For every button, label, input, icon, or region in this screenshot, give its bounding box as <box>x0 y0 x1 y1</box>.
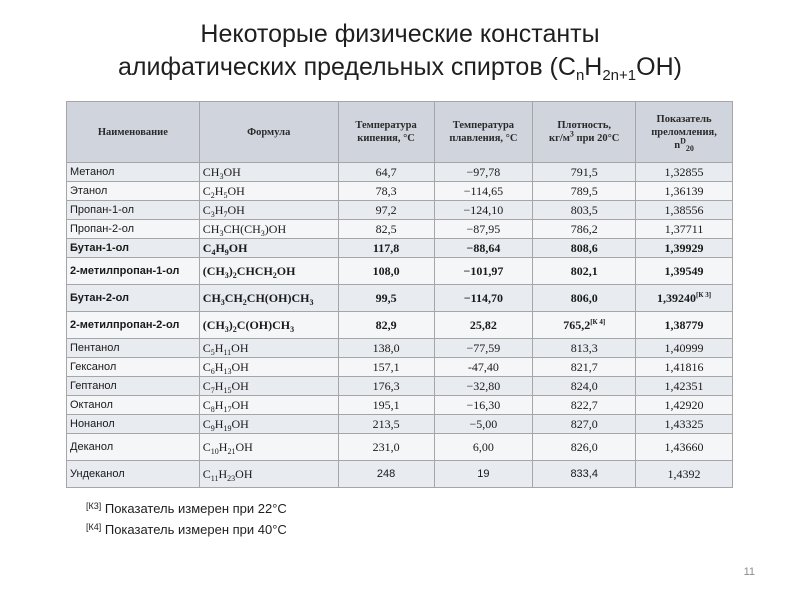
refractive-index-value: 1,38779 <box>664 317 704 332</box>
cell-refractive-index <box>636 258 733 285</box>
table-row <box>67 182 733 201</box>
formula-part: H <box>214 416 224 431</box>
refractive-index-value: 1,41816 <box>664 359 704 374</box>
formula-part: C <box>202 397 211 412</box>
cell-boiling-point: 117,8 <box>338 239 434 258</box>
formula-subscript: 8 <box>210 404 215 414</box>
formula-subscript: 3 <box>290 324 295 334</box>
cell-name: Гексанол <box>67 358 200 377</box>
density-value: 791,5 <box>570 164 598 179</box>
formula-subscript: 15 <box>223 385 232 395</box>
refractive-index-value: 1,36139 <box>664 183 704 198</box>
cell-boiling-point: 138,0 <box>338 339 434 358</box>
cell-melting-point: −101,97 <box>434 258 533 285</box>
cell-refractive-index <box>636 415 733 434</box>
formula-subscript: 11 <box>223 347 232 357</box>
formula-subscript: 5 <box>223 190 228 200</box>
cell-boiling-point: 64,7 <box>338 163 434 182</box>
table-header-row <box>67 102 733 163</box>
refractive-index-value: 1,38556 <box>664 202 704 217</box>
cell-formula <box>199 434 338 461</box>
cell-formula <box>199 358 338 377</box>
cell-name: Бутан-2-ол <box>67 285 200 312</box>
cell-refractive-index <box>636 339 733 358</box>
cell-boiling-point: 97,2 <box>338 201 434 220</box>
formula-part: H <box>215 240 225 255</box>
cell-boiling-point: 176,3 <box>338 377 434 396</box>
cell-boiling-point: 231,0 <box>338 434 434 461</box>
footnote-k3-text: Показатель измерен при 22°C <box>101 501 287 516</box>
cell-density <box>533 220 636 239</box>
table-row <box>67 434 733 461</box>
cell-melting-point: −124,10 <box>434 201 533 220</box>
cell-melting-point: −16,30 <box>434 396 533 415</box>
cell-name: Ундеканол <box>67 461 200 488</box>
title-line-2 <box>0 51 800 84</box>
footnote-k3-mark: [К3] <box>86 501 102 511</box>
table-row <box>67 358 733 377</box>
formula-subscript: 3 <box>224 324 229 334</box>
density-value: 826,0 <box>570 439 598 454</box>
formula-part: H <box>214 183 224 198</box>
cell-melting-point: −87,95 <box>434 220 533 239</box>
table-row <box>67 461 733 488</box>
formula-part: H <box>214 378 224 393</box>
density-value: 786,2 <box>570 221 598 236</box>
formula-part: H <box>214 359 224 374</box>
cell-refractive-index <box>636 201 733 220</box>
formula-subscript: 4 <box>211 247 216 257</box>
cell-refractive-index <box>636 312 733 339</box>
footnote-k4-mark: [К4] <box>86 522 102 532</box>
cell-melting-point: −5,00 <box>434 415 533 434</box>
cell-name: 2-метилпропан-2-ол <box>67 312 200 339</box>
cell-melting-point: 25,82 <box>434 312 533 339</box>
formula-part: C(OH)CH <box>236 317 291 332</box>
formula-part: C <box>202 439 211 454</box>
cell-melting-point: −77,59 <box>434 339 533 358</box>
refractive-index-footnote-ref: [К 3] <box>696 290 712 299</box>
density-value: 821,7 <box>570 359 598 374</box>
formula-subscript: 2 <box>232 324 237 334</box>
header-refractive-index: Показатель преломления, $n^D_{20}$ <box>636 102 733 163</box>
cell-formula <box>199 239 338 258</box>
formula-subscript: 3 <box>260 228 265 238</box>
cell-formula <box>199 396 338 415</box>
formula-part: CH <box>224 290 243 305</box>
cell-melting-point: −32,80 <box>434 377 533 396</box>
formula-part: )OH <box>264 221 287 236</box>
table-row <box>67 239 733 258</box>
cell-boiling-point: 82,5 <box>338 220 434 239</box>
cell-density <box>533 239 636 258</box>
cell-density <box>533 182 636 201</box>
header-formula: Формула <box>199 102 338 163</box>
formula-subscript: 19 <box>223 423 232 433</box>
cell-density <box>533 312 636 339</box>
cell-melting-point: −114,70 <box>434 285 533 312</box>
density-value: 803,5 <box>570 202 598 217</box>
refractive-index-value: 1,39240 <box>657 290 697 305</box>
cell-formula <box>199 258 338 285</box>
formula-part: OH <box>235 466 253 481</box>
formula-subscript: 11 <box>210 473 219 483</box>
cell-name: 2-метилпропан-1-ол <box>67 258 200 285</box>
formula-part: CH(OH)CH <box>246 290 310 305</box>
cell-density <box>533 396 636 415</box>
table-row <box>67 377 733 396</box>
formula-part: OH <box>231 397 249 412</box>
formula-part: H <box>214 397 224 412</box>
formula-part: H <box>214 340 224 355</box>
formula-part: C <box>202 240 212 255</box>
cell-formula <box>199 377 338 396</box>
formula-part: H <box>218 439 228 454</box>
formula-subscript: 10 <box>210 446 219 456</box>
formula-part: C <box>202 416 211 431</box>
cell-melting-point: 6,00 <box>434 434 533 461</box>
cell-melting-point: −114,65 <box>434 182 533 201</box>
formula-part: C <box>202 202 211 217</box>
cell-name: Бутан-1-ол <box>67 239 200 258</box>
footnotes <box>86 497 287 539</box>
cell-density <box>533 258 636 285</box>
formula-part: C <box>202 359 211 374</box>
formula-part: OH <box>235 439 253 454</box>
cell-name: Пропан-1-ол <box>67 201 200 220</box>
cell-boiling-point: 248 <box>338 461 434 488</box>
cell-formula <box>199 415 338 434</box>
density-value: 808,6 <box>570 240 598 255</box>
cell-name: Нонанол <box>67 415 200 434</box>
formula-subscript: 13 <box>223 366 232 376</box>
cell-refractive-index <box>636 220 733 239</box>
formula-part: CH <box>202 164 220 179</box>
density-value: 822,7 <box>570 397 598 412</box>
formula-subscript: 2 <box>210 190 215 200</box>
cell-refractive-index <box>636 358 733 377</box>
cell-formula <box>199 312 338 339</box>
refractive-index-value: 1,43660 <box>664 439 704 454</box>
formula-subscript: 7 <box>223 209 228 219</box>
formula-subscript: 6 <box>210 366 215 376</box>
table-row <box>67 339 733 358</box>
density-value: 789,5 <box>570 183 598 198</box>
cell-boiling-point: 82,9 <box>338 312 434 339</box>
cell-boiling-point: 108,0 <box>338 258 434 285</box>
formula-subscript: 17 <box>223 404 232 414</box>
cell-formula <box>199 339 338 358</box>
cell-density <box>533 434 636 461</box>
formula-part: H <box>214 202 224 217</box>
formula-part: CHCH <box>236 263 273 278</box>
formula-part: (CH <box>202 263 225 278</box>
cell-density <box>533 201 636 220</box>
cell-melting-point: −97,78 <box>434 163 533 182</box>
cell-boiling-point: 78,3 <box>338 182 434 201</box>
formula-subscript: 3 <box>219 171 224 181</box>
cell-melting-point: -47,40 <box>434 358 533 377</box>
formula-subscript: 2 <box>232 270 237 280</box>
footnote-k4 <box>86 518 287 539</box>
page-number: 11 <box>743 566 755 578</box>
cell-boiling-point: 157,1 <box>338 358 434 377</box>
table-row <box>67 201 733 220</box>
formula-part: OH <box>227 202 245 217</box>
formula-subscript: 2 <box>242 297 247 307</box>
table-row <box>67 258 733 285</box>
cell-name: Пентанол <box>67 339 200 358</box>
refractive-index-value: 1,40999 <box>664 340 704 355</box>
formula-part: CH <box>202 221 220 236</box>
refractive-index-value: 1,42351 <box>664 378 704 393</box>
constants-table <box>66 101 733 488</box>
table-row <box>67 220 733 239</box>
density-value: 813,3 <box>570 340 598 355</box>
formula-part: OH <box>231 378 249 393</box>
formula-part: OH <box>231 416 249 431</box>
title-line-1: Некоторые физические константы <box>200 20 600 48</box>
formula-subscript: 21 <box>227 446 236 456</box>
cell-refractive-index <box>636 163 733 182</box>
footnote-k4-text: Показатель измерен при 40°C <box>101 522 287 537</box>
density-value: 765,2 <box>563 317 591 332</box>
cell-density <box>533 339 636 358</box>
table-row <box>67 312 733 339</box>
density-value: 802,1 <box>570 263 598 278</box>
cell-boiling-point: 99,5 <box>338 285 434 312</box>
density-value: 833,4 <box>570 468 598 480</box>
formula-part: CH(CH <box>223 221 261 236</box>
refractive-index-value: 1,32855 <box>664 164 704 179</box>
cell-formula <box>199 201 338 220</box>
formula-subscript: 3 <box>220 297 225 307</box>
formula-part: C <box>202 466 211 481</box>
formula-subscript: 2 <box>272 270 277 280</box>
formula-part: ) <box>228 263 233 278</box>
refractive-index-value: 1,43325 <box>664 416 704 431</box>
cell-formula <box>199 163 338 182</box>
table-row <box>67 396 733 415</box>
cell-name: Метанол <box>67 163 200 182</box>
header-boiling-point: Температура кипения, °C <box>338 102 434 163</box>
cell-refractive-index <box>636 285 733 312</box>
density-footnote-ref: [К 4] <box>590 317 606 326</box>
header-density: Плотность, $кг/м^3$ при 20°C <box>533 102 636 163</box>
title-suffix: OH) <box>636 53 682 81</box>
title-subscript-n: n <box>575 67 585 84</box>
density-value: 824,0 <box>570 378 598 393</box>
header-melting-point: Температура плавления, °C <box>434 102 533 163</box>
cell-refractive-index <box>636 434 733 461</box>
formula-subscript: 9 <box>224 247 229 257</box>
table-row <box>67 415 733 434</box>
cell-name: Октанол <box>67 396 200 415</box>
cell-density <box>533 285 636 312</box>
formula-subscript: 3 <box>309 297 314 307</box>
formula-subscript: 23 <box>227 473 236 483</box>
formula-part: OH <box>231 359 249 374</box>
density-value: 806,0 <box>570 290 598 305</box>
table-body <box>67 163 733 488</box>
formula-subscript: 3 <box>219 228 224 238</box>
formula-part: OH <box>231 340 249 355</box>
formula-subscript: 5 <box>210 347 215 357</box>
cell-formula <box>199 220 338 239</box>
table-row <box>67 285 733 312</box>
cell-melting-point: 19 <box>434 461 533 488</box>
formula-part: H <box>218 466 228 481</box>
cell-density <box>533 163 636 182</box>
refractive-index-value: 1,39549 <box>664 263 704 278</box>
formula-part: CH <box>202 290 221 305</box>
table-row <box>67 163 733 182</box>
title-line-2-prefix: алифатических предельных спиртов (C <box>118 53 576 81</box>
formula-part: C <box>202 183 211 198</box>
formula-part: C <box>202 378 211 393</box>
formula-part: ) <box>228 317 233 332</box>
cell-melting-point: −88,64 <box>434 239 533 258</box>
formula-part: (CH <box>202 317 225 332</box>
cell-refractive-index <box>636 239 733 258</box>
cell-formula <box>199 285 338 312</box>
formula-subscript: 3 <box>210 209 215 219</box>
refractive-index-value: 1,37711 <box>664 221 704 236</box>
formula-subscript: 3 <box>224 270 229 280</box>
cell-density <box>533 415 636 434</box>
cell-density <box>533 358 636 377</box>
header-name: Наименование <box>67 102 200 163</box>
formula-subscript: 7 <box>210 385 215 395</box>
cell-name: Этанол <box>67 182 200 201</box>
cell-density <box>533 461 636 488</box>
formula-part: OH <box>276 263 296 278</box>
formula-part: OH <box>227 183 245 198</box>
cell-boiling-point: 195,1 <box>338 396 434 415</box>
refractive-index-value: 1,39929 <box>664 240 704 255</box>
formula-part: OH <box>228 240 248 255</box>
slide-title <box>0 18 800 84</box>
refractive-index-value: 1,42920 <box>664 397 704 412</box>
cell-refractive-index <box>636 182 733 201</box>
density-value: 827,0 <box>570 416 598 431</box>
title-h: H <box>584 53 603 81</box>
refractive-index-value: 1,4392 <box>667 466 701 481</box>
formula-part: OH <box>223 164 241 179</box>
footnote-k3 <box>86 497 287 518</box>
cell-name: Пропан-2-ол <box>67 220 200 239</box>
cell-density <box>533 377 636 396</box>
cell-refractive-index <box>636 396 733 415</box>
cell-formula <box>199 182 338 201</box>
cell-name: Деканол <box>67 434 200 461</box>
cell-boiling-point: 213,5 <box>338 415 434 434</box>
title-subscript-2n1: 2n+1 <box>602 67 637 84</box>
cell-refractive-index <box>636 377 733 396</box>
cell-refractive-index <box>636 461 733 488</box>
formula-part: C <box>202 340 211 355</box>
cell-formula <box>199 461 338 488</box>
cell-name: Гептанол <box>67 377 200 396</box>
formula-subscript: 9 <box>210 423 215 433</box>
